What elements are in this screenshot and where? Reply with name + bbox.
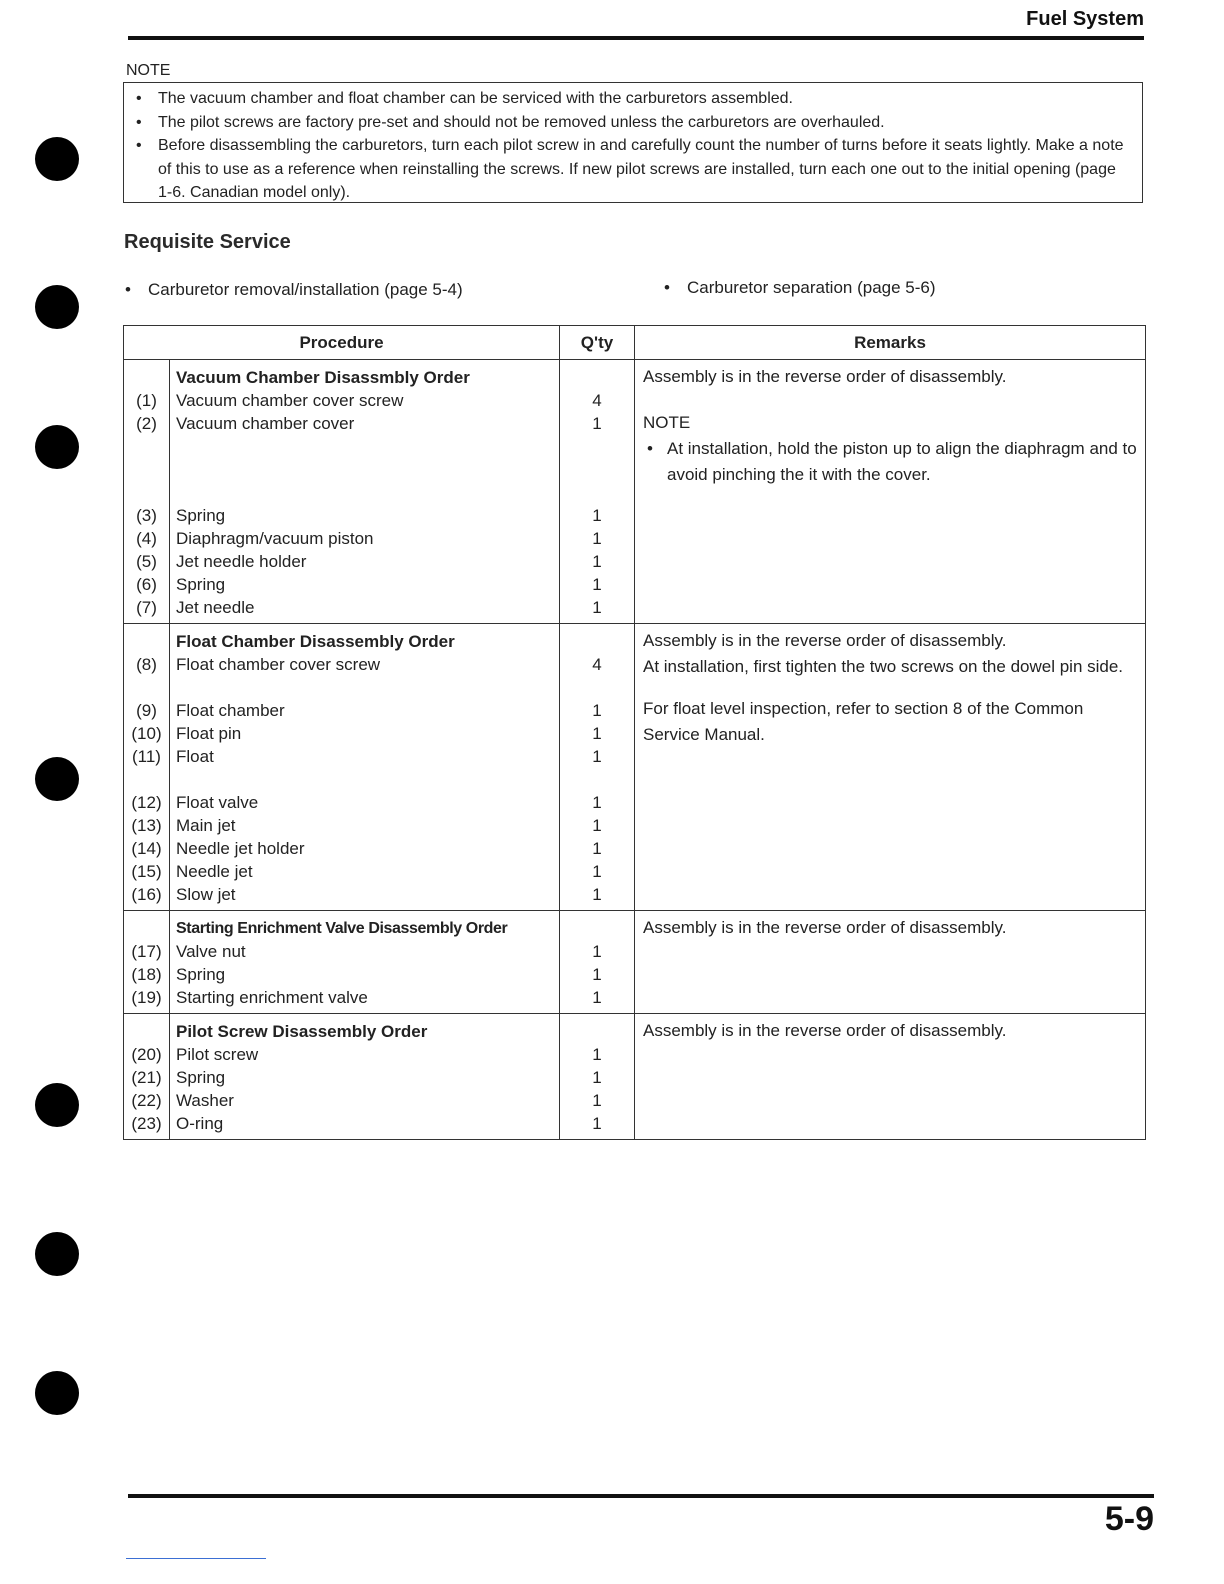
table-row (124, 360, 1146, 624)
binder-hole (35, 1083, 79, 1127)
requisite-item (664, 278, 936, 298)
remarks-cell (635, 624, 1146, 911)
remarks-cell (635, 360, 1146, 624)
table-row (124, 1014, 1146, 1140)
row-number: (15) (131, 862, 162, 881)
requisite-item-text: Carburetor separation (page 5-6) (687, 278, 936, 297)
row-number: (1) (136, 391, 157, 410)
row-number: (7) (136, 598, 157, 617)
row-number: (23) (131, 1114, 162, 1133)
procedure-table (123, 325, 1146, 1140)
requisite-service-title: Requisite Service (124, 231, 291, 253)
part-qty: 1 (592, 988, 602, 1007)
binder-hole (35, 1371, 79, 1415)
requisite-item-text: Carburetor removal/installation (page 5-4) (148, 280, 463, 299)
part-name: Valve nut (176, 942, 246, 961)
part-name: Spring (176, 506, 226, 525)
row-number: (14) (131, 839, 162, 858)
part-qty: 1 (592, 965, 602, 984)
row-number: (17) (131, 942, 162, 961)
number-cell (124, 911, 170, 1014)
note-item: • The pilot screws are factory pre-set and should not be removed unless the carburetors are overhauled. (158, 111, 1134, 135)
part-qty: 1 (592, 1091, 602, 1110)
part-qty: 4 (592, 655, 602, 674)
part-name: Jet needle (176, 598, 255, 617)
row-number: (3) (136, 506, 157, 525)
qty-cell (560, 624, 635, 911)
row-number: (5) (136, 552, 157, 571)
part-qty: 1 (592, 793, 602, 812)
part-qty: 1 (592, 885, 602, 904)
number-cell (124, 360, 170, 624)
row-number: (16) (131, 885, 162, 904)
part-qty: 1 (592, 414, 602, 433)
part-name: Float chamber (176, 701, 285, 720)
part-name: Needle jet (176, 862, 253, 881)
number-cell (124, 1014, 170, 1140)
group-title: Starting Enrichment Valve Disassembly Order (176, 920, 508, 937)
part-name: Spring (176, 965, 226, 984)
remarks-cell (635, 1014, 1146, 1140)
part-qty: 1 (592, 575, 602, 594)
part-name: Washer (176, 1091, 234, 1110)
part-qty: 1 (592, 942, 602, 961)
row-number: (22) (131, 1091, 162, 1110)
remark-text: Assembly is in the reverse order of disassembly. (643, 918, 1007, 937)
name-cell (170, 360, 560, 624)
remark-bullet: • At installation, hold the piston up to align the diaphragm and to avoid pinching the it with the cover. (643, 436, 1139, 488)
remark-note-label: NOTE (643, 413, 691, 432)
part-qty: 1 (592, 724, 602, 743)
part-qty: 1 (592, 1068, 602, 1087)
part-qty: 1 (592, 747, 602, 766)
part-qty: 1 (592, 552, 602, 571)
part-name: Pilot screw (176, 1045, 259, 1064)
name-cell (170, 1014, 560, 1140)
bullet: • (664, 278, 670, 297)
remark-text: For float level inspection, refer to section 8 of the Common Service Manual. (643, 699, 1084, 744)
row-number: (2) (136, 414, 157, 433)
remarks-header: Remarks (635, 326, 1146, 360)
binder-hole (35, 1232, 79, 1276)
part-qty: 1 (592, 506, 602, 525)
footer-link-underline (126, 1558, 266, 1559)
binder-hole (35, 285, 79, 329)
part-name: O-ring (176, 1114, 224, 1133)
qty-header: Q'ty (560, 326, 635, 360)
group-title: Float Chamber Disassembly Order (176, 632, 455, 651)
row-number: (18) (131, 965, 162, 984)
part-name: Main jet (176, 816, 236, 835)
part-name: Vacuum chamber cover screw (176, 391, 404, 410)
table-row (124, 624, 1146, 911)
row-number: (10) (131, 724, 162, 743)
row-number: (6) (136, 575, 157, 594)
row-number: (8) (136, 655, 157, 674)
remark-text: At installation, first tighten the two screws on the dowel pin side. (643, 657, 1124, 676)
name-cell (170, 911, 560, 1014)
binder-hole (35, 757, 79, 801)
part-qty: 1 (592, 598, 602, 617)
group-title: Vacuum Chamber Disassmbly Order (176, 368, 470, 387)
part-qty: 1 (592, 1114, 602, 1133)
part-name: Float valve (176, 793, 259, 812)
part-qty: 1 (592, 816, 602, 835)
part-qty: 1 (592, 839, 602, 858)
part-name: Vacuum chamber cover (176, 414, 355, 433)
note-label: NOTE (126, 62, 171, 79)
part-name: Float (176, 747, 214, 766)
part-name: Float pin (176, 724, 242, 743)
row-number: (11) (132, 747, 161, 766)
name-cell (170, 624, 560, 911)
part-name: Float chamber cover screw (176, 655, 381, 674)
bullet: • (125, 280, 131, 299)
row-number: (4) (136, 529, 157, 548)
group-title: Pilot Screw Disassembly Order (176, 1022, 428, 1041)
procedure-header: Procedure (124, 326, 560, 360)
table-row (124, 911, 1146, 1014)
row-number: (20) (131, 1045, 162, 1064)
row-number: (19) (131, 988, 162, 1007)
part-name: Slow jet (176, 885, 236, 904)
part-qty: 1 (592, 701, 602, 720)
remark-text: Assembly is in the reverse order of disassembly. (643, 1021, 1007, 1040)
remark-text: Assembly is in the reverse order of disassembly. (643, 631, 1007, 650)
remark-text: Assembly is in the reverse order of disassembly. (643, 367, 1007, 386)
part-name: Needle jet holder (176, 839, 305, 858)
number-cell (124, 624, 170, 911)
remarks-cell (635, 911, 1146, 1014)
page-number: 5-9 (1104, 1500, 1154, 1538)
section-title: Fuel System (1026, 8, 1144, 30)
binder-hole (35, 137, 79, 181)
qty-cell (560, 911, 635, 1014)
part-name: Spring (176, 1068, 226, 1087)
part-name: Spring (176, 575, 226, 594)
note-item: • The vacuum chamber and float chamber can be serviced with the carburetors assembled. (158, 87, 1134, 111)
note-item: • Before disassembling the carburetors, turn each pilot screw in and carefully count the number of turns before it seats lightly. Make a note of this to use as a reference when reinstalling the screws. If new pilot screws are installed, turn each one out to the initial opening (page 1-6. Canadian model only). (158, 134, 1134, 205)
part-name: Starting enrichment valve (176, 988, 368, 1007)
note-box (123, 82, 1143, 203)
part-qty: 4 (592, 391, 602, 410)
qty-cell (560, 1014, 635, 1140)
qty-cell (560, 360, 635, 624)
row-number: (9) (136, 701, 157, 720)
part-name: Diaphragm/vacuum piston (176, 529, 374, 548)
part-qty: 1 (592, 1045, 602, 1064)
row-number: (12) (131, 793, 162, 812)
note-list (124, 83, 1142, 205)
row-number: (13) (131, 816, 162, 835)
requisite-item (125, 280, 463, 300)
header-rule (128, 36, 1144, 40)
part-name: Jet needle holder (176, 552, 307, 571)
row-number: (21) (131, 1068, 162, 1087)
part-qty: 1 (592, 862, 602, 881)
part-qty: 1 (592, 529, 602, 548)
table-header-row (124, 326, 1146, 360)
footer-rule (128, 1494, 1154, 1498)
binder-hole (35, 425, 79, 469)
